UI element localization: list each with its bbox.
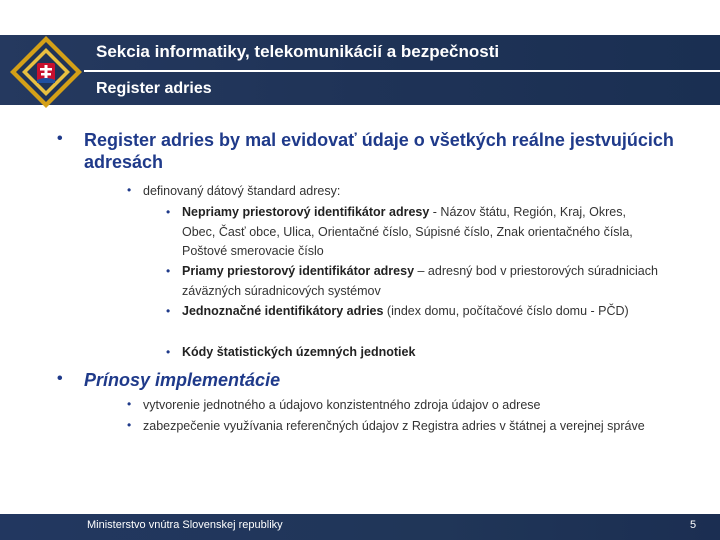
bullet-icon: •	[166, 205, 171, 219]
item-text: – adresný bod v priestorových súradniciach záväzných súradnicových systémov	[182, 264, 658, 298]
list-item	[182, 262, 662, 301]
main-point-1: Register adries by mal evidovať údaje o všetkých reálne jestvujúcich adresách	[84, 130, 674, 172]
list-item	[182, 203, 662, 262]
sub-point-standard: definovaný dátový štandard adresy:	[143, 184, 341, 198]
slide-subtitle: Register adries	[96, 80, 212, 97]
bullet-icon: •	[57, 130, 63, 147]
header-separator	[84, 70, 720, 72]
item-text: (index domu, počítačové číslo domu - PČD)	[383, 304, 629, 318]
section-title: Sekcia informatiky, telekomunikácií a bezpečnosti	[96, 42, 500, 61]
main-point-2: Prínosy implementácie	[84, 370, 281, 390]
bullet-icon: •	[127, 183, 132, 197]
footer-organization: Ministerstvo vnútra Slovenskej republiky	[87, 519, 283, 531]
item-title: Jednoznačné identifikátory adries	[182, 304, 384, 318]
item-title: Nepriamy priestorový identifikátor adresy	[182, 205, 430, 219]
list-item	[182, 302, 662, 322]
bullet-icon: •	[166, 264, 171, 278]
benefit-item: zabezpečenie využívania referenčných údajov z Registra adries v štátnej a verejnej správe	[143, 419, 645, 433]
benefit-item: vytvorenie jednotného a údajovo konzistentného zdroja údajov o adrese	[143, 398, 541, 412]
bullet-icon: •	[127, 397, 132, 411]
item-title: Priamy priestorový identifikátor adresy	[182, 264, 415, 278]
item-title: Kódy štatistických územných jednotiek	[182, 345, 416, 359]
list-item	[182, 343, 662, 363]
item-text: - Názov štátu, Región, Kraj, Okres, Obec, Časť obce, Ulica, Orientačné číslo, Súpisné číslo, Znak orientačného čísla, Poštové smerovacie číslo	[182, 205, 633, 258]
bullet-icon: •	[166, 345, 171, 359]
page-number: 5	[690, 519, 697, 531]
ministry-logo-icon	[6, 32, 86, 112]
bullet-icon: •	[166, 304, 171, 318]
bullet-icon: •	[57, 370, 63, 387]
bullet-icon: •	[127, 418, 132, 432]
